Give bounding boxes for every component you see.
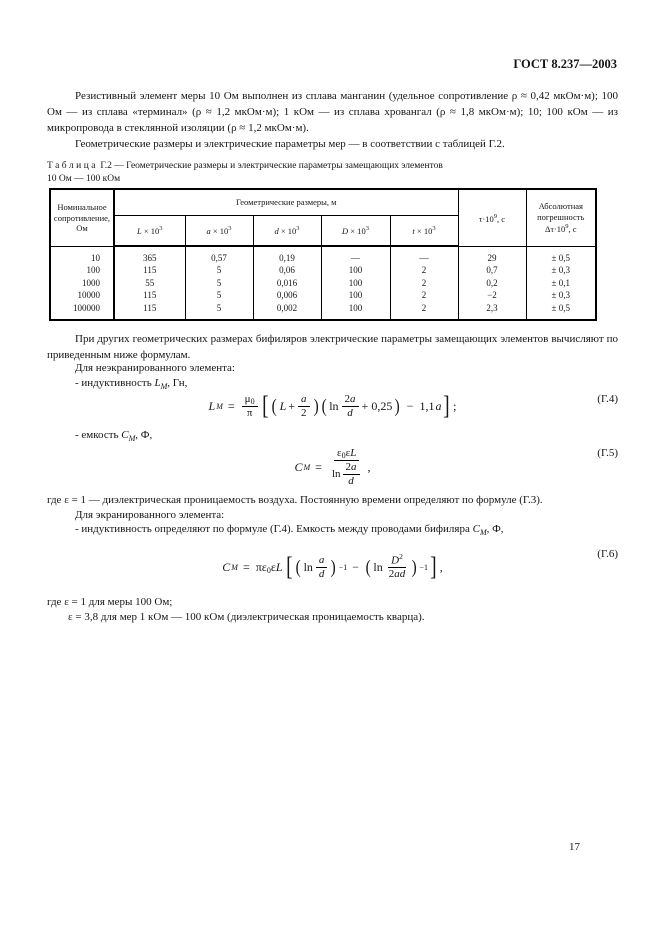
paragraph-where-eps-air: где ε = 1 — диэлектрическая проницаемость воздуха. Постоянную времени определяют по формуле (Г.3). xyxy=(47,494,543,506)
fraction-eps0epsL-ln2ad: $\varepsilon_0\varepsilon L$ ln $\frac{2a}{d}$ xyxy=(329,447,365,487)
table-row: 10 365 0,57 0,19 — — 29 ± 0,5 xyxy=(50,246,596,264)
header-col-D: $D \times 10^3$ xyxy=(321,216,390,247)
fraction-a-d: $\frac{a}{d}$ xyxy=(316,554,328,580)
header-col-L: $L \times 10^3$ xyxy=(114,216,185,247)
formula-g5: C M = $\varepsilon_0\varepsilon L$ ln $\frac{2a}{d}$ , (Г.5) xyxy=(294,446,618,487)
header-tau: $\tau\cdot 10^9$, с xyxy=(458,189,526,246)
table-caption xyxy=(47,160,618,185)
header-abs-error: Абсолютная погрешность $\Delta\tau\cdot 10^9$, с xyxy=(526,189,596,246)
table-row: 10000 115 5 0,006 100 2 −2 ± 0,3 xyxy=(50,289,596,301)
header-col-t: $t \times 10^3$ xyxy=(390,216,458,247)
paragraph-capacitance: - емкость $C_M$, Ф, xyxy=(75,429,153,444)
header-col-d: $d \times 10^3$ xyxy=(253,216,321,247)
formula-label-g4: (Г.4) xyxy=(597,393,618,405)
fraction-mu0-pi: $\frac{\mu_0}{\pi}$ xyxy=(242,393,258,420)
fraction-2a-d: $\frac{2a}{d}$ xyxy=(343,461,360,487)
fraction-a-2: $\frac{a}{2}$ xyxy=(298,393,310,419)
page-number: 17 xyxy=(569,841,580,853)
fraction-D2-2ad: $D^2$ 2 ad xyxy=(388,552,406,581)
table-row: 100000 115 5 0,002 100 2 2,3 ± 0,5 xyxy=(50,302,596,320)
paragraph-shielded: Для экранированного элемента: xyxy=(75,509,225,521)
paragraph-where-eps-100ohm: где ε = 1 для меры 100 Ом; xyxy=(47,596,173,608)
table-row: 100 115 5 0,06 100 2 0,7 ± 0,3 xyxy=(50,264,596,276)
paragraph-geometry-ref: Геометрические размеры и электрические параметры мер — в соответствии с таблицей Г.2. xyxy=(75,138,505,150)
header-nominal-resistance: Номинальное сопротивление, Ом xyxy=(50,189,114,246)
paragraph-eps-quartz: ε = 3,8 для мер 1 кОм — 100 кОм (диэлектрическая проницаемость кварца). xyxy=(68,611,425,623)
formula-label-g6: (Г.6) xyxy=(597,548,618,560)
header-geometric-sizes: Геометрические размеры, м xyxy=(114,189,458,216)
formula-g6: C M = $\pi\varepsilon_0\varepsilon L$ [ ( ln $\frac{a}{d}$ ) −1 − ( ln $D^2$ 2 ad ) −1 ] , (Г.6) xyxy=(222,548,618,582)
formula-g4: L M = $\frac{\mu_0}{\pi}$ [ ( L + $\frac{a}{2}$ ) ( ln $\frac{2a}{d}$ + 0,25 ) − 1,1 a ] ; (Г.4) xyxy=(208,391,618,421)
paragraph-other-sizes: При других геометрических размерах бифиляров электрические параметры замещающих элементов вычисляют по приведенным ниже формулам. xyxy=(47,333,618,361)
table-header-row-1 xyxy=(50,189,596,216)
parameters-table xyxy=(49,188,597,321)
table-row: 1000 55 5 0,016 100 2 0,2 ± 0,1 xyxy=(50,277,596,289)
header-col-a: $a \times 10^3$ xyxy=(185,216,253,247)
fraction-2a-d: $\frac{2a}{d}$ xyxy=(342,393,359,419)
paragraph-unshielded: Для неэкранированного элемента: xyxy=(75,362,235,374)
table-caption-rest: Г.2 — Геометрические размеры и электрические параметры замещающих элементов xyxy=(100,161,443,171)
document-title: ГОСТ 8.237—2003 xyxy=(513,57,617,71)
paragraph-resistive-element: Резистивный элемент меры 10 Ом выполнен из сплава манганин (удельное сопротивление ρ ≈ 0,42 мкОм·м); 100 Ом — из сплава «терминал» (ρ ≈ 1,2 мкОм·м); 1 кОм — из сплава хровангал (ρ ≈ 1,8 мкОм·м); 10; 100 кОм — из микропровода в стеклянной изоляции (ρ ≈ 1,2 мкОм·м). xyxy=(47,90,618,134)
table-caption-word: Таблица xyxy=(47,161,99,171)
paragraph-inductance: - индуктивность $L_M$, Гн, xyxy=(75,377,188,392)
formula-label-g5: (Г.5) xyxy=(597,447,618,459)
table-caption-range: 10 Ом — 100 кОм xyxy=(47,173,121,184)
paragraph-inductance-g4-ref: - индуктивность определяют по формуле (Г.4). Емкость между проводами бифиляра $C_M$, Ф, xyxy=(75,523,504,538)
